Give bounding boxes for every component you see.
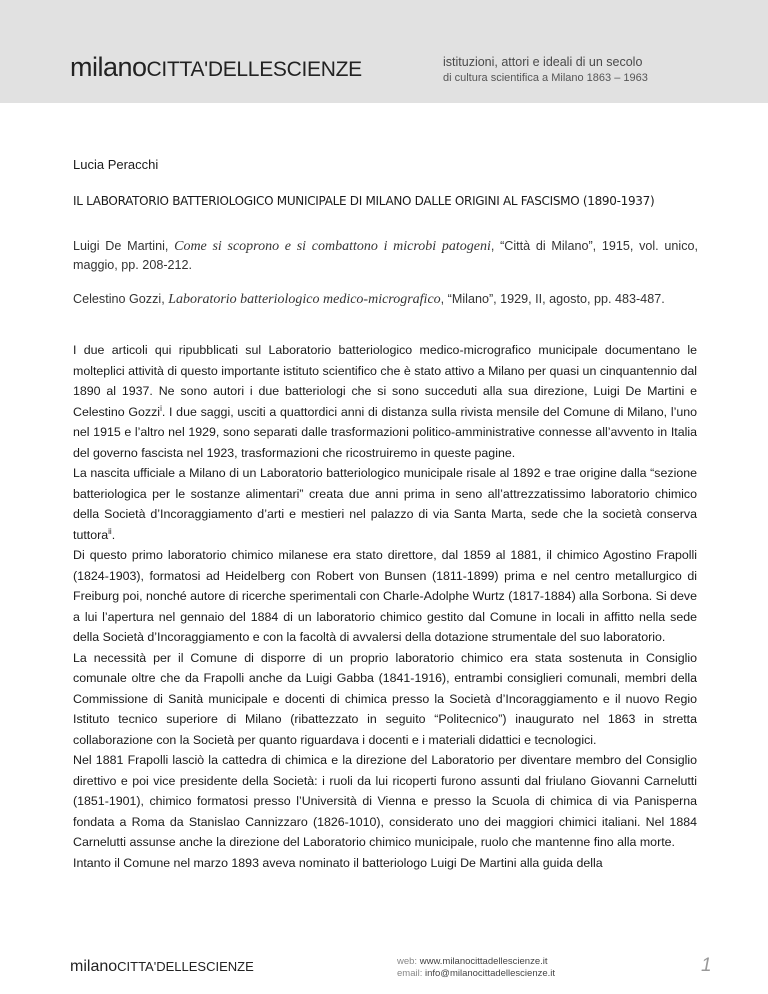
ref1-author: Luigi De Martini, [73, 239, 175, 253]
paragraph-2 [73, 463, 697, 545]
tagline [443, 54, 648, 86]
paragraph-5: Nel 1881 Frapolli lasciò la cattedra di chimica e la direzione del Laboratorio per diventare membro del Consiglio direttivo e poi vice presidente della Società: i ruoli da lui ricoperti furono assunti dal friulano Giovanni Carnelutti (1851-1901), chimico formatosi presso l’Università di Vienna e presso la Scuola di chimica di via Panisperna fondata a Roma da Stanislao Cannizzaro (1826-1010), considerato uno dei maggiori chimici italiani. Nel 1884 Carnelutti assunse anche la direzione del Laboratorio chimico municipale, ruolo che mantenne fino alla morte. [73, 753, 697, 849]
ref2-author: Celestino Gozzi, [73, 292, 169, 306]
footer-brand-main: milano [70, 958, 118, 975]
footer-brand-sub: CITTA'DELLESCIENZE [117, 959, 254, 974]
p2-text: La nascita ufficiale a Milano di un Laboratorio batteriologico municipale risale al 1892 e trae origine dalla “sezione batteriologica per le sostanze alimentari” creata due anni prima in seno all’attrezzatissimo laboratorio chimico della Società d’Incoraggiamento d’arti e mestieri nel palazzo di via Santa Marta, sede che la società conserva tuttora [73, 466, 697, 542]
reference-1 [73, 237, 698, 275]
footnote-ref-ii[interactable]: ii [108, 526, 112, 536]
article-author: Lucia Peracchi [73, 157, 159, 172]
footer-logo [70, 958, 254, 976]
brand-logo [70, 52, 362, 83]
page-number: 1 [701, 955, 712, 976]
ref2-title: Laboratorio batteriologico medico-micrografico [168, 292, 441, 307]
paragraph-1 [73, 340, 697, 463]
ref1-rest: , “Città di Milano”, 1915, vol. unico, maggio, pp. 208-212. [73, 239, 698, 272]
page-header [0, 0, 768, 103]
footer-contacts [397, 956, 555, 980]
ref1-title: Come si scoprono e si combattono i microbi patogeni [174, 239, 491, 254]
brand-sub: CITTA'DELLESCIENZE [146, 58, 362, 81]
p2-text-cont: . [111, 527, 116, 542]
reference-2 [73, 290, 698, 309]
article-title: IL LABORATORIO BATTERIOLOGICO MUNICIPALE DI MILANO DALLE ORIGINI AL FASCISMO (1890-1937) [73, 194, 655, 208]
brand-main: milano [70, 52, 147, 82]
tagline-line1: istituzioni, attori e ideali di un secolo [443, 55, 643, 69]
paragraph-3: Di questo primo laboratorio chimico milanese era stato direttore, dal 1859 al 1881, il chimico Agostino Frapolli (1824-1903), formatosi ad Heidelberg con Robert von Bunsen (1811-1899) prima e nel centro metallurgico di Freiburg poi, nonché autore di ricerche sperimentali con Charle-Adolphe Wurtz (1817-1884) alla Sorbona. Si deve a lui l’apertura nel gennaio del 1884 di un laboratorio chimico gestito dal Comune in locali in affitto nella sede della Società d’Incoraggiamento e con la facoltà di avvalersi della dotazione strumentale del suo laboratorio. [73, 548, 697, 644]
web-link[interactable]: www.milanocittadellescienze.it [419, 956, 548, 967]
tagline-line2: di cultura scientifica a Milano 1863 – 1963 [443, 72, 648, 84]
footnote-ref-i[interactable]: i [160, 403, 162, 413]
email-label: email: [397, 968, 425, 979]
paragraph-6: Intanto il Comune nel marzo 1893 aveva nominato il batteriologo Luigi De Martini alla guida della [73, 855, 603, 870]
footer-email-line [397, 968, 555, 980]
p1-text-cont: . I due saggi, usciti a quattordici anni di distanza sulla rivista mensile del Comune di Milano, l’uno nel 1915 e l’altro nel 1929, sono separati dalle trasformazioni politico-amministrative connesse all’avvento in Italia del governo fascista nel 1923, trasformazioni che ricostruiremo in queste pagine. [73, 404, 697, 460]
article-body [73, 340, 697, 873]
footer-web-line [397, 956, 555, 968]
ref2-rest: , “Milano”, 1929, II, agosto, pp. 483-487. [440, 292, 665, 306]
paragraph-4: La necessità per il Comune di disporre di un proprio laboratorio chimico era stata sostenuta in Consiglio comunale oltre che da Frapolli anche da Luigi Gabba (1841-1916), entrambi consiglieri comunali, membri della Commissione di Sanità municipale e docenti di chimica presso la Società d’Incoraggiamento e il nuovo Regio Istituto tecnico superiore di Milano (ribattezzato in seguito “Politecnico”) inaugurato nel 1863 in stretta collaborazione con la Società per quanto riguardava i docenti e i materiali didattici e tecnologici. [73, 650, 697, 747]
web-label: web: [397, 956, 420, 967]
p1-text: I due articoli qui ripubblicati sul Laboratorio batteriologico medico-micrografico municipale documentano le molteplici attività di questo importante istituto scientifico che è stato attivo a Milano per quasi un cinquantennio dal 1890 al 1937. Ne sono autori i due batteriologi che si sono succeduti alla sua direzione, Luigi De Martini e Celestino Gozzi [73, 343, 697, 419]
email-link[interactable]: info@milanocittadellescienze.it [424, 968, 556, 979]
